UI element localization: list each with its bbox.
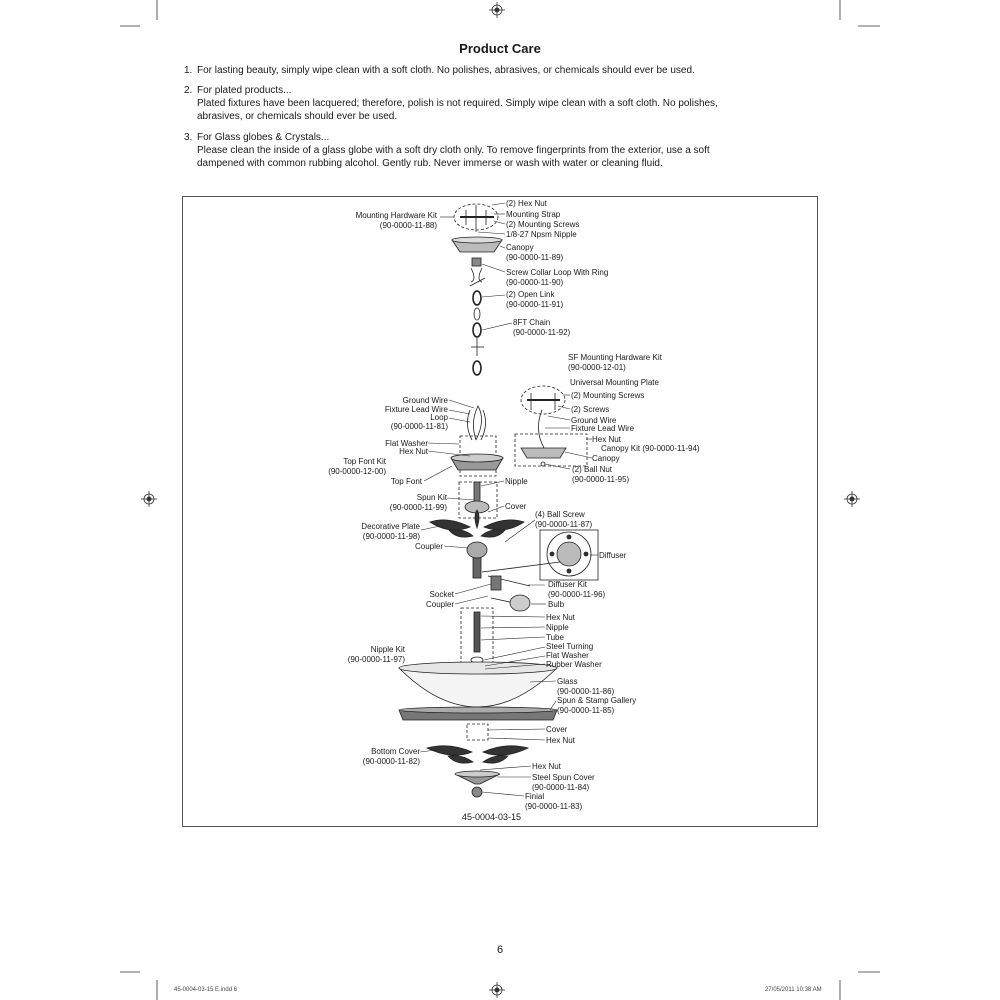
care-item-number: 3. — [184, 132, 193, 143]
care-item-detail: Please clean the inside of a glass globe with a soft dry cloth only. To remove fingerprints from the exterior, use a soft — [197, 145, 710, 156]
footer-timestamp: 27/05/2011 10:38 AM — [765, 987, 822, 993]
label-nipple-kit-code: (90-0000-11-97) — [347, 655, 405, 664]
label-loop-code: (90-0000-11-81) — [390, 422, 448, 431]
decorative-plate-drawing — [430, 510, 524, 537]
label-cover-bottom: Cover — [546, 725, 568, 734]
label-mounting-hardware-kit-code: (90-0000-11-88) — [379, 221, 437, 230]
label-sf-canopy: Canopy — [592, 454, 620, 463]
care-item-detail: Plated fixtures have been lacquered; therefore, polish is not required. Simply wipe clean with a soft cloth. No polishes, — [197, 98, 718, 109]
label-hex-nut-top-font: Hex Nut — [399, 447, 428, 456]
socket-drawing — [491, 576, 501, 590]
label-finial: Finial — [525, 792, 545, 801]
label-mounting-strap: Mounting Strap — [506, 210, 561, 219]
label-finial-code: (90-0000-11-83) — [525, 802, 583, 811]
label-rubber-washer: Rubber Washer — [546, 660, 602, 669]
footer-file-name: 45-0004-03-15 E.indd 6 — [174, 987, 238, 993]
label-hex-nut-bottom: Hex Nut — [546, 736, 575, 745]
label-ball-nut-code: (90-0000-11-95) — [572, 475, 630, 484]
label-hex-nut-mid: Hex Nut — [546, 613, 575, 622]
label-canopy-kit: Canopy Kit (90-0000-11-94) — [601, 444, 700, 453]
label-diffuser-kit-code: (90-0000-11-96) — [548, 590, 606, 599]
care-item-text: For Glass globes & Crystals... — [197, 132, 330, 143]
label-nipple-top: Nipple — [505, 477, 528, 486]
label-top-font-kit-code: (90-0000-12-00) — [328, 467, 386, 476]
label-ground-wire: Ground Wire — [402, 396, 448, 405]
label-ball-screw: (4) Ball Screw — [535, 510, 585, 519]
label-loop: Loop — [430, 413, 448, 422]
document-id: 45-0004-03-15 — [462, 812, 522, 822]
label-open-link-code: (90-0000-11-91) — [506, 300, 564, 309]
label-diffuser: Diffuser — [599, 551, 627, 560]
label-npsm-nipple: 1/8-27 Npsm Nipple — [506, 230, 577, 239]
label-socket: Socket — [429, 590, 454, 599]
care-item-text: For plated products... — [197, 85, 292, 96]
label-coupler-top: Coupler — [414, 542, 443, 551]
page-title: Product Care — [459, 41, 541, 56]
diffuser-drawing — [540, 530, 598, 580]
label-hex-nut-final: Hex Nut — [532, 762, 561, 771]
label-spun-kit: Spun Kit — [416, 493, 447, 502]
label-steel-spun-cover-code: (90-0000-11-84) — [532, 783, 590, 792]
care-item-number: 1. — [184, 65, 193, 76]
label-sf-screws: (2) Screws — [571, 405, 610, 414]
label-ball-screw-code: (90-0000-11-87) — [535, 520, 593, 529]
label-universal-plate: Universal Mounting Plate — [570, 378, 659, 387]
label-flat-washer-top: Flat Washer — [385, 439, 428, 448]
label-chain: 8FT Chain — [513, 318, 551, 327]
label-cover-top: Cover — [505, 502, 527, 511]
label-screw-collar-loop: Screw Collar Loop With Ring — [506, 268, 609, 277]
label-sf-kit: SF Mounting Hardware Kit — [568, 353, 662, 362]
label-glass-code: (90-0000-11-86) — [557, 687, 615, 696]
mounting-hardware-kit-drawing — [454, 204, 498, 232]
label-sf-kit-code: (90-0000-12-01) — [568, 363, 626, 372]
label-flat-washer-mid: Flat Washer — [546, 651, 589, 660]
label-ball-nut: (2) Ball Nut — [572, 465, 613, 474]
label-tube: Tube — [546, 633, 564, 642]
label-decorative-plate-code: (90-0000-11-98) — [362, 532, 420, 541]
label-gallery-code: (90-0000-11-85) — [557, 706, 615, 715]
tube-drawing — [474, 612, 480, 652]
page-number: 6 — [496, 944, 504, 956]
label-gallery: Spun & Stamp Gallery — [557, 696, 637, 705]
label-decorative-plate: Decorative Plate — [361, 522, 420, 531]
label-bulb: Bulb — [548, 600, 565, 609]
label-open-link: (2) Open Link — [506, 290, 555, 299]
care-item-number: 2. — [184, 85, 193, 96]
label-sf-fixture-lead: Fixture Lead Wire — [571, 424, 635, 433]
label-spun-kit-code: (90-0000-11-99) — [389, 503, 447, 512]
label-nipple-kit: Nipple Kit — [370, 645, 405, 654]
bulb-drawing — [510, 595, 530, 611]
bottom-cover-drawing — [427, 746, 528, 763]
collar-loop-drawing — [472, 258, 481, 266]
label-sf-mounting-screws: (2) Mounting Screws — [571, 391, 645, 400]
label-coupler-bottom: Coupler — [425, 600, 454, 609]
label-sf-hex-nut: Hex Nut — [592, 435, 621, 444]
label-canopy-top: Canopy — [506, 243, 534, 252]
care-item-detail: dampened with common rubbing alcohol. Gently rub. Never immerse or wash with water or cleaning fluid. — [197, 158, 663, 169]
care-item-detail: abrasives, or chemicals should ever be used. — [197, 111, 398, 122]
care-item-text: For lasting beauty, simply wipe clean with a soft cloth. No polishes, abrasives, or chemicals should ever be used. — [197, 65, 695, 76]
label-screw-collar-loop-code: (90-0000-11-90) — [506, 278, 564, 287]
label-diffuser-kit: Diffuser Kit — [548, 580, 587, 589]
label-steel-spun-cover: Steel Spun Cover — [532, 773, 595, 782]
label-chain-code: (90-0000-11-92) — [513, 328, 571, 337]
wires-loop-drawing — [467, 406, 485, 440]
label-nipple-mid: Nipple — [546, 623, 569, 632]
coupler-drawing — [467, 542, 487, 558]
label-steel-turning: Steel Turning — [546, 642, 594, 651]
label-top-font-kit: Top Font Kit — [343, 457, 386, 466]
label-canopy-top-code: (90-0000-11-89) — [506, 253, 564, 262]
label-mounting-screws-top: (2) Mounting Screws — [506, 220, 580, 229]
label-bottom-cover-code: (90-0000-11-82) — [362, 757, 420, 766]
label-mounting-hardware-kit: Mounting Hardware Kit — [355, 211, 437, 220]
label-fixture-lead-wire: Fixture Lead Wire — [384, 405, 448, 414]
label-sf-ground-wire: Ground Wire — [571, 416, 617, 425]
chain-drawing — [470, 278, 485, 375]
label-glass: Glass — [557, 677, 578, 686]
label-top-font: Top Font — [390, 477, 422, 486]
label-bottom-cover: Bottom Cover — [371, 747, 420, 756]
finial-drawing — [472, 787, 482, 797]
label-hex-nut-top: (2) Hex Nut — [506, 199, 547, 208]
